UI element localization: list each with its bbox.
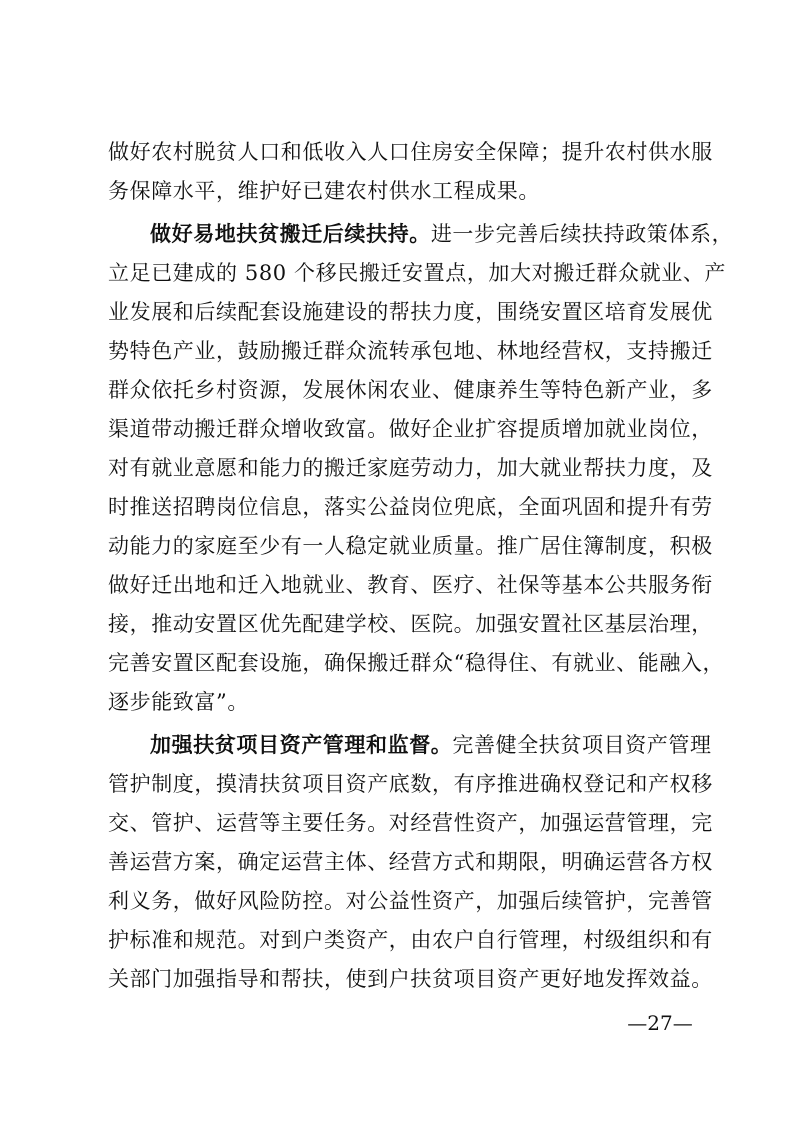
text-line: 护标准和规范。对到户类资产，由农户自行管理，村级组织和有 <box>108 928 713 952</box>
text-line: 接，推动安置区优先配建学校、医院。加强安置社区基层治理， <box>108 612 713 636</box>
text-line: 业发展和后续配套设施建设的帮扶力度，围绕安置区培育发展优 <box>108 300 713 324</box>
text-line: 做好农村脱贫人口和低收入人口住房安全保障；提升农村供水服 <box>108 140 713 164</box>
text-line: 渠道带动搬迁群众增收致富。做好企业扩容提质增加就业岗位， <box>108 417 713 441</box>
text-line: 利义务，做好风险防控。对公益性资产，加强后续管护，完善管 <box>108 889 713 913</box>
paragraph-asset-management <box>108 726 713 999</box>
page-number: —27— <box>627 1011 693 1035</box>
paragraph-relocation-support <box>108 215 734 722</box>
text-line <box>108 215 734 254</box>
text-line-rest: 完善健全扶贫项目资产管理 <box>452 733 712 757</box>
text-line: 管护制度，摸清扶贫项目资产底数，有序推进确权登记和产权移 <box>108 772 713 796</box>
body-text <box>108 133 734 999</box>
text-line: 务保障水平，维护好已建农村供水工程成果。 <box>108 179 540 203</box>
text-line: 时推送招聘岗位信息，落实公益岗位兜底，全面巩固和提升有劳 <box>108 495 713 519</box>
paragraph-heading: 加强扶贫项目资产管理和监督。 <box>150 733 453 757</box>
text-line: 动能力的家庭至少有一人稳定就业质量。推广居住簿制度，积极 <box>108 534 713 558</box>
text-line: 逐步能致富”。 <box>108 690 249 714</box>
text-line <box>108 726 712 765</box>
text-line: 做好迁出地和迁入地就业、教育、医疗、社保等基本公共服务衔 <box>108 573 713 597</box>
text-line-rest: 进一步完善后续扶持政策体系， <box>430 222 734 246</box>
text-line: 势特色产业，鼓励搬迁群众流转承包地、林地经营权，支持搬迁 <box>108 339 713 363</box>
text-line: 完善安置区配套设施，确保搬迁群众“稳得住、有就业、能融入， <box>108 651 725 675</box>
paragraph-heading: 做好易地扶贫搬迁后续扶持。 <box>150 222 431 246</box>
text-line: 对有就业意愿和能力的搬迁家庭劳动力，加大就业帮扶力度，及 <box>108 456 713 480</box>
paragraph-housing-water <box>108 133 713 211</box>
text-line: 关部门加强指导和帮扶，使到户扶贫项目资产更好地发挥效益。 <box>108 967 713 991</box>
text-line: 交、管护、运营等主要任务。对经营性资产，加强运营管理，完 <box>108 811 713 835</box>
text-line: 善运营方案，确定运营主体、经营方式和期限，明确运营各方权 <box>108 850 713 874</box>
text-line: 群众依托乡村资源，发展休闲农业、健康养生等特色新产业，多 <box>108 378 713 402</box>
text-line: 立足已建成的 580 个移民搬迁安置点，加大对搬迁群众就业、产 <box>108 261 727 285</box>
